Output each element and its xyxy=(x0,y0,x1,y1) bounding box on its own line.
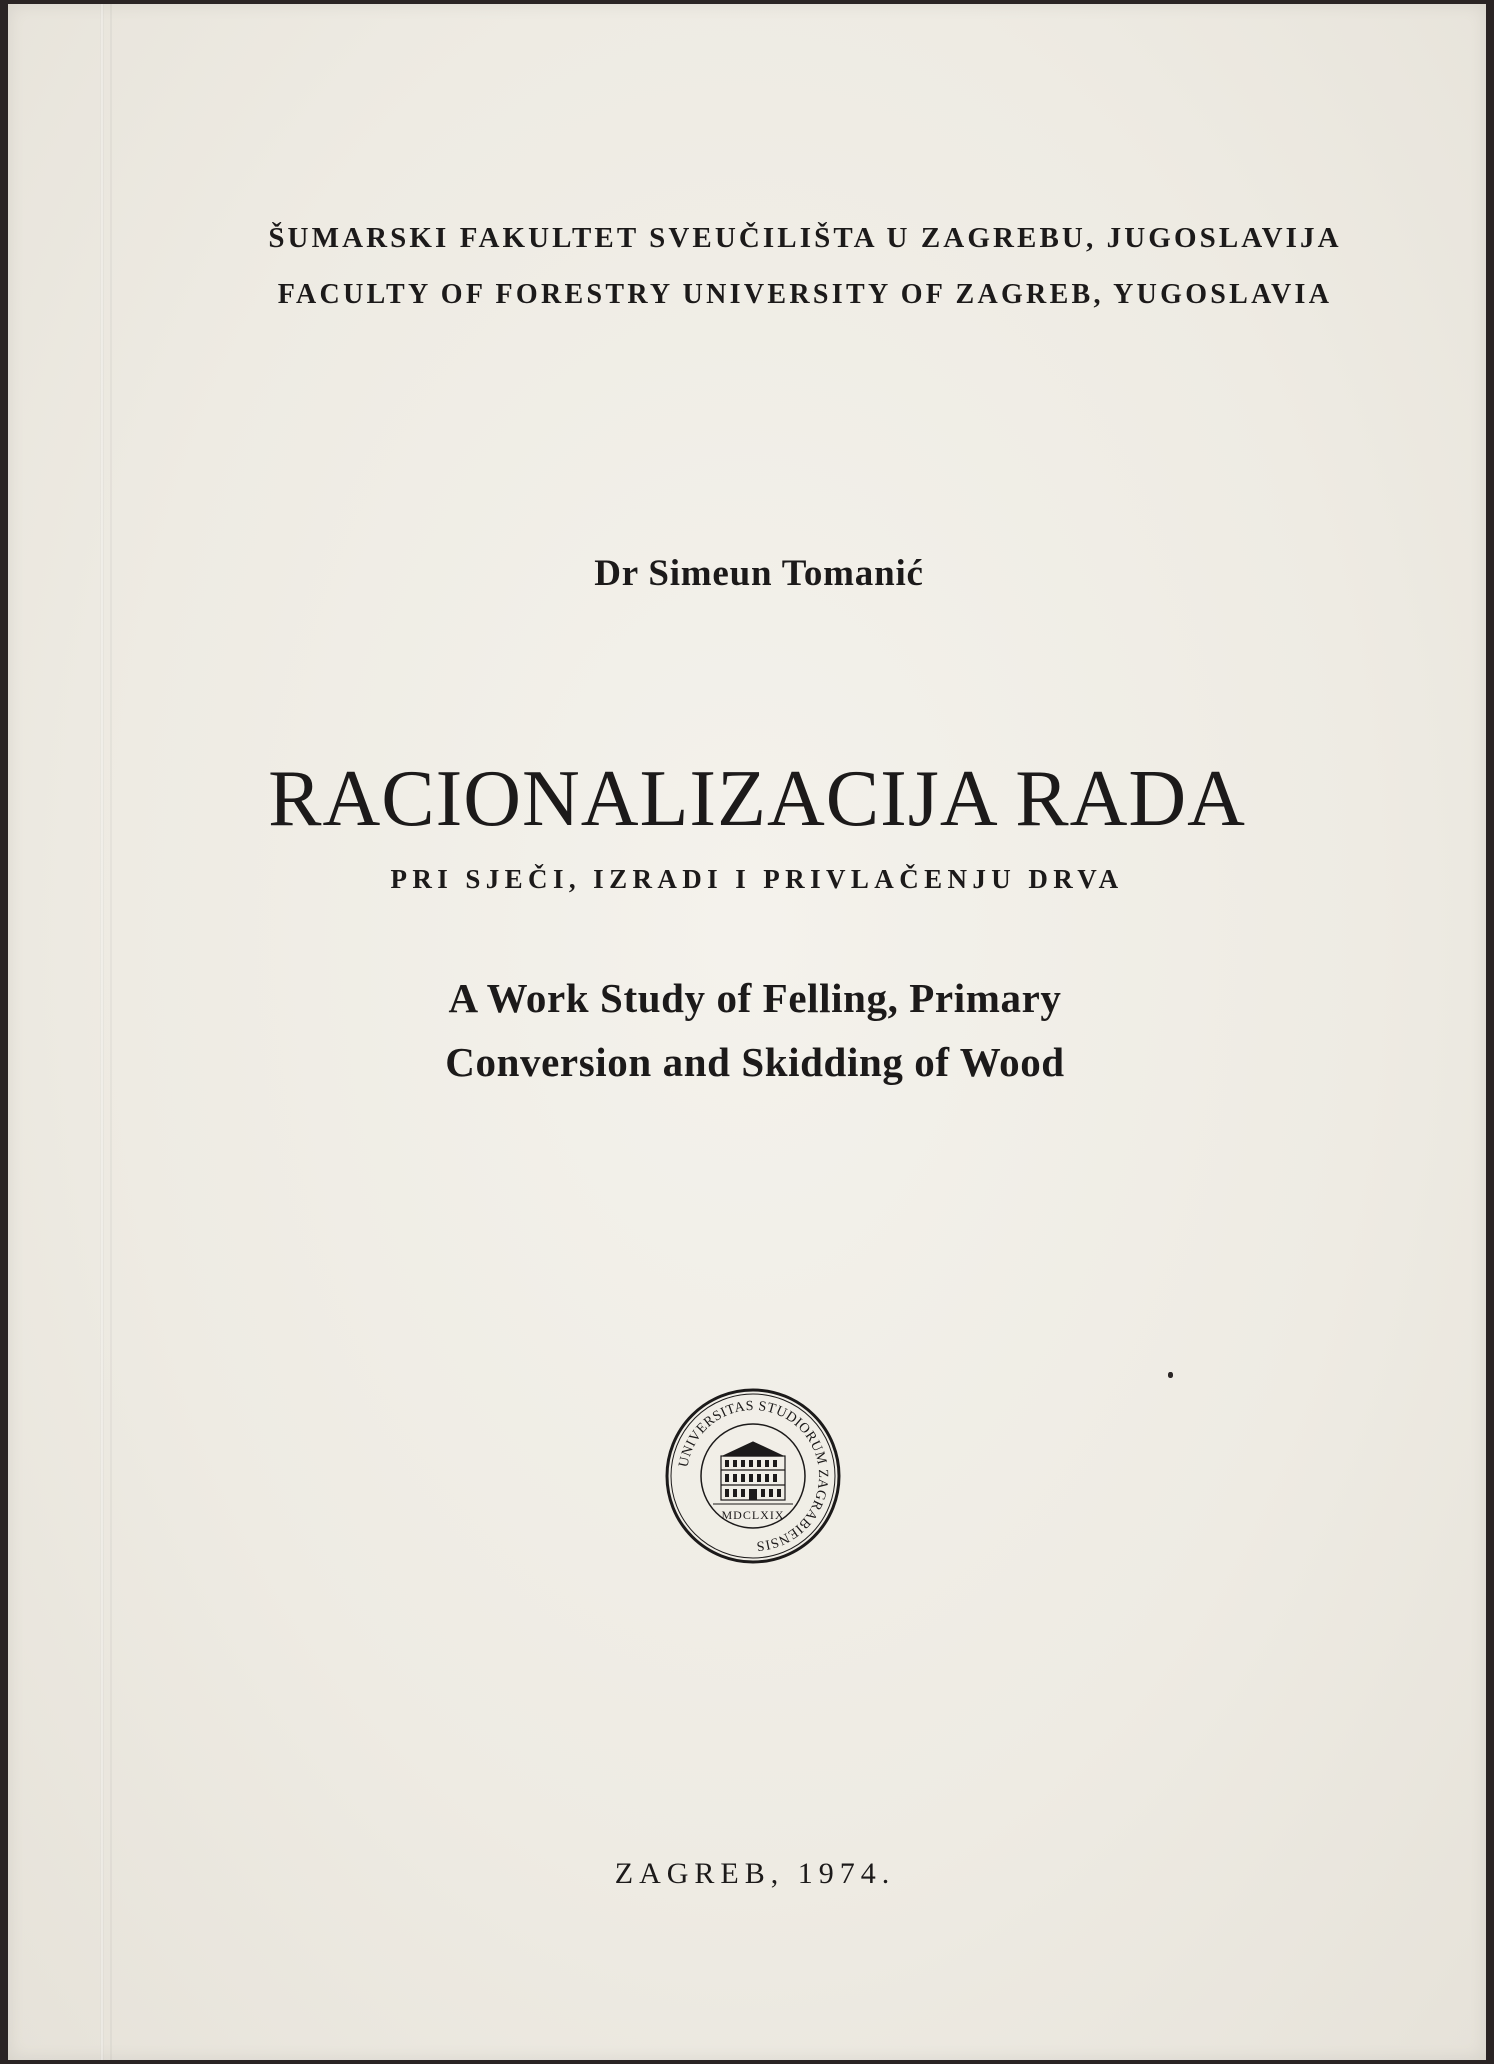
svg-text:UNIVERSITAS STUDIORUM ZAGRABIE xyxy=(677,1399,831,1553)
spine-crease-secondary xyxy=(110,4,112,2060)
book-cover xyxy=(8,4,1486,2060)
print-speck xyxy=(1168,1372,1173,1378)
author-name: Dr Simeun Tomanić xyxy=(594,553,924,594)
institution-english: FACULTY OF FORESTRY UNIVERSITY OF ZAGREB, YUGOSLAVIA xyxy=(277,279,1333,310)
book-title: RACIONALIZACIJA RADA xyxy=(268,755,1246,843)
spine-crease xyxy=(100,4,104,2060)
university-seal-icon xyxy=(663,1386,843,1566)
institution-croatian: ŠUMARSKI FAKULTET SVEUČILIŠTA U ZAGREBU, JUGOSLAVIJA xyxy=(268,222,1342,254)
book-subtitle: PRI SJEČI, IZRADI I PRIVLAČENJU DRVA xyxy=(390,864,1124,894)
english-title-line-1: A Work Study of Felling, Primary xyxy=(448,975,1062,1021)
seal-year-text: MDCLXIX xyxy=(721,1508,785,1522)
imprint-place-year: ZAGREB, 1974. xyxy=(614,1857,896,1890)
seal-ring-text: UNIVERSITAS STUDIORUM ZAGRABIENSIS xyxy=(676,1398,831,1554)
english-title-line-2: Conversion and Skidding of Wood xyxy=(445,1039,1065,1085)
